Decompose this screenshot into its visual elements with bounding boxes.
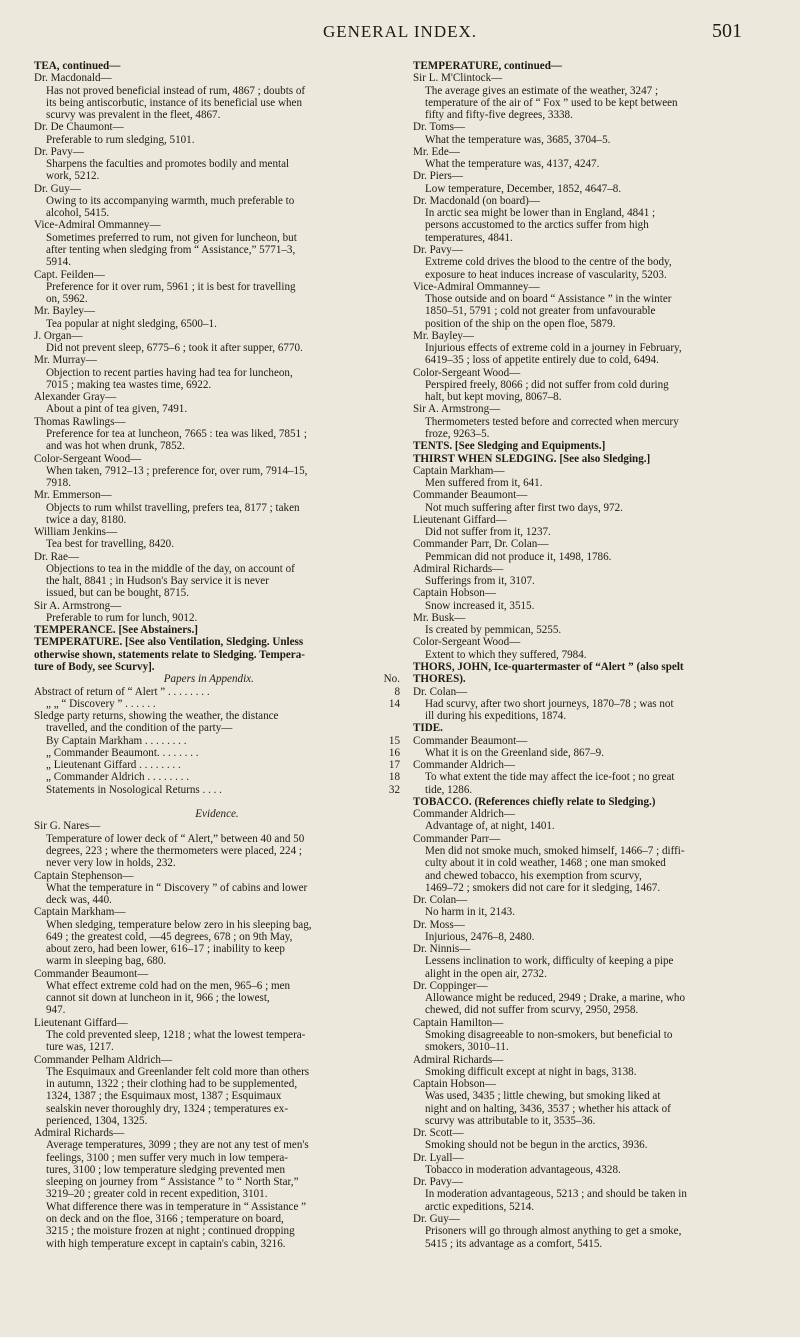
index-entry-text: 5914. bbox=[46, 256, 71, 269]
witness-name: Mr. Busk— bbox=[413, 611, 466, 624]
appendix-entry-number: 16 bbox=[388, 746, 400, 759]
index-entry-text: Preference for tea at luncheon, 7665 : tea was liked, 7851 ; bbox=[46, 427, 307, 440]
index-entry-text: What the temperature in “ Discovery ” of cabins and lower bbox=[46, 881, 308, 894]
index-entry-text: and chewed tobacco, his exemption from scurvy, bbox=[425, 869, 642, 882]
witness-name: Sir L. M'Clintock— bbox=[413, 72, 503, 85]
index-entry-text: on, 5962. bbox=[46, 293, 88, 306]
index-entry-text: with high temperature except in captain's cabin, 3216. bbox=[46, 1237, 286, 1250]
index-entry-text: The Esquimaux and Greenlander felt cold more than others bbox=[46, 1065, 310, 1078]
index-entry-text: culty about it in cold weather, 1468 ; one man smoked bbox=[425, 857, 666, 870]
witness-name: J. Organ— bbox=[34, 329, 83, 342]
running-head bbox=[0, 20, 800, 50]
index-entry-text: About a pint of tea given, 7491. bbox=[46, 403, 188, 416]
index-entry-text: halt, but kept moving, 8067–8. bbox=[425, 391, 562, 404]
index-entry-text: Did not prevent sleep, 6775–6 ; took it after supper, 6770. bbox=[46, 342, 303, 355]
witness-name: William Jenkins— bbox=[34, 526, 118, 539]
index-entry-text: Snow increased it, 3515. bbox=[425, 599, 535, 612]
appendix-entry-number: 17 bbox=[388, 759, 400, 772]
appendix-number-heading: No. bbox=[383, 673, 400, 686]
appendix-entry-number: 32 bbox=[388, 783, 400, 796]
index-entry-text: 649 ; the greatest cold, —45 degrees, 678 ; on 9th May, bbox=[46, 930, 293, 943]
index-entry-text: travelled, and the condition of the party— bbox=[46, 722, 233, 735]
witness-name: Admiral Richards— bbox=[413, 1053, 504, 1066]
witness-name: Dr. Guy— bbox=[413, 1212, 460, 1225]
index-entry-text: alight in the open air, 2732. bbox=[425, 967, 547, 980]
index-entry-text: froze, 9263–5. bbox=[425, 427, 490, 440]
evidence-heading: Evidence. bbox=[195, 808, 239, 821]
index-entry-text: In moderation advantageous, 5213 ; and should be taken in bbox=[425, 1188, 687, 1201]
appendix-heading-label: Papers in Appendix. bbox=[163, 673, 254, 686]
index-entry-text: 7015 ; making tea wastes time, 6922. bbox=[46, 378, 212, 391]
index-entry-text: Tea best for travelling, 8420. bbox=[46, 538, 174, 551]
index-entry-text: alcohol, 5415. bbox=[46, 207, 110, 220]
index-entry-text: Men suffered from it, 641. bbox=[425, 477, 543, 490]
appendix-entry bbox=[34, 686, 400, 698]
witness-name: Capt. Feilden— bbox=[34, 268, 105, 281]
index-heading: TOBACCO. (References chiefly relate to Sledging.) bbox=[413, 795, 656, 808]
index-entry-text: To what extent the tide may affect the ice-foot ; no great bbox=[425, 771, 675, 784]
index-entry-text: The cold prevented sleep, 1218 ; what the lowest tempera- bbox=[46, 1028, 306, 1041]
witness-name: Dr. Lyall— bbox=[413, 1151, 464, 1164]
appendix-entry bbox=[34, 735, 400, 747]
index-entry-text: Had scurvy, after two short journeys, 1870–78 ; was not bbox=[425, 697, 674, 710]
index-entry-text: Low temperature, December, 1852, 4647–8. bbox=[425, 182, 622, 195]
index-entry-text: on deck and on the floe, 3166 ; temperature on board, bbox=[46, 1212, 284, 1225]
witness-name bbox=[34, 796, 400, 808]
witness-name: Captain Markham— bbox=[34, 906, 126, 919]
index-entry-text: Men did not smoke much, smoked himself, 1466–7 ; diffi- bbox=[425, 845, 685, 857]
appendix-entry-label: „ „ “ Discovery ” . . . . . . bbox=[46, 697, 156, 710]
witness-name: Mr. Murray— bbox=[34, 354, 97, 367]
appendix-entry bbox=[34, 747, 400, 759]
index-entry-text: Sharpens the faculties and promotes bodily and mental bbox=[46, 158, 290, 171]
index-entry-text: 947. bbox=[46, 1004, 66, 1017]
witness-name: Sir A. Armstrong— bbox=[34, 599, 122, 612]
witness-name: Dr. Macdonald (on board)— bbox=[413, 194, 540, 207]
appendix-entry-label: „ Commander Beaumont. . . . . . . . bbox=[46, 746, 199, 759]
index-heading: TIDE. bbox=[413, 722, 443, 735]
index-heading: TENTS. [See Sledging and Equipments.] bbox=[413, 440, 606, 453]
witness-name: Dr. Rae— bbox=[34, 550, 79, 563]
witness-name: Color-Sergeant Wood— bbox=[413, 636, 521, 649]
index-entry-text: When taken, 7912–13 ; preference for, over rum, 7914–15, bbox=[46, 464, 308, 477]
witness-name: Dr. Pavy— bbox=[34, 145, 84, 158]
index-entry-text: 7918. bbox=[46, 477, 71, 490]
index-entry-text: Has not proved beneficial instead of rum, 4867 ; doubts of bbox=[46, 84, 306, 97]
witness-name: Dr. Pavy— bbox=[413, 1176, 463, 1189]
index-entry-text: Perspired freely, 8066 ; did not suffer from cold during bbox=[425, 378, 669, 391]
witness-name: Dr. Macdonald— bbox=[34, 72, 112, 85]
index-entry-text: Smoking difficult except at night in bags, 3138. bbox=[425, 1065, 637, 1078]
witness-name: Dr. Toms— bbox=[413, 121, 466, 134]
witness-name: Dr. Piers— bbox=[413, 170, 463, 183]
index-entry-text: Injurious effects of extreme cold in a journey in February, bbox=[425, 342, 682, 355]
index-entry-text: persons accustomed to the arctics suffer from high bbox=[425, 219, 649, 232]
appendix-entry-label: By Captain Markham . . . . . . . . bbox=[46, 734, 187, 747]
index-entry-text: Sufferings from it, 3107. bbox=[425, 575, 535, 588]
index-entry-text: Allowance might be reduced, 2949 ; Drake, a marine, who bbox=[425, 992, 685, 1005]
left-column bbox=[34, 60, 400, 1250]
witness-name: Dr. Pavy— bbox=[413, 243, 463, 256]
index-entry-text: Sometimes preferred to rum, not given for luncheon, but bbox=[46, 231, 297, 244]
witness-name: Sir G. Nares— bbox=[34, 820, 101, 833]
index-entry-text: Those outside and on board “ Assistance ” in the winter bbox=[425, 293, 672, 306]
witness-name: Mr. Ede— bbox=[413, 145, 460, 158]
witness-name: Vice-Admiral Ommanney— bbox=[34, 219, 161, 232]
witness-name: Captain Hamilton— bbox=[413, 1016, 504, 1029]
index-entry-text: Objects to rum whilst travelling, prefers tea, 8177 ; taken bbox=[46, 501, 300, 514]
index-heading: THIRST WHEN SLEDGING. [See also Sledging.] bbox=[413, 452, 651, 465]
index-heading: ture of Body, see Scurvy]. bbox=[34, 661, 155, 674]
index-entry-text: Objections to tea in the middle of the day, on account of bbox=[46, 562, 295, 575]
index-entry-text: The average gives an estimate of the weather, 3247 ; bbox=[425, 84, 659, 97]
witness-name: Commander Beaumont— bbox=[34, 967, 149, 980]
index-entry-text: 6419–35 ; loss of appetite entirely due to cold, 6494. bbox=[425, 354, 659, 367]
witness-name: Captain Hobson— bbox=[413, 1078, 496, 1091]
index-entry-text: chewed, did not suffer from scurvy, 2950, 2958. bbox=[425, 1004, 639, 1017]
index-entry-text: Tobacco in moderation advantageous, 4328. bbox=[425, 1163, 621, 1176]
index-entry-text: Prisoners will go through almost anything to get a smoke, bbox=[425, 1225, 682, 1238]
index-entry-text: arctic expeditions, 5214. bbox=[425, 1200, 535, 1213]
index-entry-text: the halt, 8841 ; in Hudson's Bay service it is never bbox=[46, 575, 269, 588]
appendix-entry-number: 18 bbox=[388, 771, 400, 784]
index-entry-text: warm in sleeping bag, 680. bbox=[46, 955, 167, 968]
index-entry-text: cannot sit down at luncheon in it, 966 ; the lowest, bbox=[46, 992, 270, 1005]
witness-name: Captain Hobson— bbox=[413, 587, 496, 600]
witness-name: Mr. Bayley— bbox=[34, 305, 96, 318]
witness-name: Dr. Colan— bbox=[413, 685, 468, 698]
index-heading: TEMPERANCE. [See Abstainers.] bbox=[34, 624, 198, 637]
index-entry-text: 5415 ; its advantage as a comfort, 5415. bbox=[425, 1237, 603, 1250]
witness-name: Dr. Colan— bbox=[413, 894, 468, 907]
index-entry-text: fifty and fifty-five degrees, 3338. bbox=[425, 109, 573, 122]
appendix-entry-label: Statements in Nosological Returns . . . . bbox=[46, 783, 222, 796]
index-entry-text: night and on halting, 3436, 3537 ; whether his attack of bbox=[425, 1102, 671, 1115]
page-title: GENERAL INDEX. bbox=[322, 22, 478, 41]
index-entry-text: What the temperature was, 4137, 4247. bbox=[425, 158, 600, 171]
appendix-entry bbox=[34, 784, 400, 796]
index-entry-text: Average temperatures, 3099 ; they are not any test of men's bbox=[46, 1139, 309, 1152]
index-entry-text: Temperature of lower deck of “ Alert,” between 40 and 50 bbox=[46, 832, 305, 845]
index-entry-text: What the temperature was, 3685, 3704–5. bbox=[425, 133, 611, 146]
witness-name: Captain Stephenson— bbox=[34, 869, 134, 882]
index-entry-text: exposure to heat induces increase of vascularity, 5203. bbox=[425, 268, 667, 281]
index-entry-text: Pemmican did not produce it, 1498, 1786. bbox=[425, 550, 612, 563]
index-entry-text: never very low in holds, 232. bbox=[46, 857, 176, 870]
index-entry-text: Lessens inclination to work, difficulty of keeping a pipe bbox=[425, 955, 674, 968]
index-entry-text: scurvy was attributable to it, 3535–36. bbox=[425, 1114, 596, 1127]
appendix-entry-number: 8 bbox=[394, 685, 400, 698]
index-entry-text: Smoking disagreeable to non-smokers, but beneficial to bbox=[425, 1028, 673, 1041]
appendix-entry-label: „ Commander Aldrich . . . . . . . . bbox=[46, 771, 189, 784]
index-entry-text: and was hot when drunk, 7852. bbox=[46, 440, 185, 453]
appendix-entry-label: Abstract of return of “ Alert ” . . . . . . . . bbox=[34, 685, 210, 698]
witness-name: Lieutenant Giffard— bbox=[413, 513, 507, 526]
index-entry-text: What effect extreme cold had on the men, 965–6 ; men bbox=[46, 979, 291, 992]
index-entry-text: temperature of the air of “ Fox ” used to be kept between bbox=[425, 96, 678, 109]
index-entry-text: What it is on the Greenland side, 867–9. bbox=[425, 746, 605, 759]
index-entry-text: twice a day, 8180. bbox=[46, 513, 127, 526]
index-entry-text: When sledging, temperature below zero in his sleeping bag, bbox=[46, 918, 312, 931]
witness-name: Mr. Emmerson— bbox=[34, 489, 112, 502]
index-entry-text: degrees, 223 ; where the thermometers were placed, 224 ; bbox=[46, 845, 302, 857]
index-entry-text: its being antiscorbutic, instance of its beneficial use when bbox=[46, 96, 303, 109]
index-entry-text: sealskin never thoroughly dry, 1324 ; temperatures ex- bbox=[46, 1102, 289, 1115]
witness-name: Admiral Richards— bbox=[413, 562, 504, 575]
witness-name: Commander Beaumont— bbox=[413, 489, 528, 502]
index-entry-text: What difference there was in temperature in “ Assistance ” bbox=[46, 1200, 307, 1213]
witness-name: Dr. Coppinger— bbox=[413, 979, 488, 992]
witness-name: Mr. Bayley— bbox=[413, 329, 475, 342]
index-heading: THORS, JOHN, Ice-quartermaster of “Alert ” (also spelt bbox=[413, 661, 684, 674]
index-entry-text: tide, 1286. bbox=[425, 783, 473, 796]
witness-name: Dr. Moss— bbox=[413, 918, 465, 931]
witness-name: Commander Aldrich— bbox=[413, 808, 515, 821]
appendix-entry-label: „ Lieutenant Giffard . . . . . . . . bbox=[46, 759, 181, 772]
index-heading: TEA, continued— bbox=[34, 60, 121, 72]
index-entry-text: Thermometers tested before and corrected when mercury bbox=[425, 415, 679, 428]
index-entry-text: position of the ship on the open floe, 5879. bbox=[425, 317, 616, 330]
index-heading: TEMPERATURE, continued— bbox=[413, 60, 562, 72]
witness-name: Sir A. Armstrong— bbox=[413, 403, 501, 416]
index-entry-text: Not much suffering after first two days, 972. bbox=[425, 501, 623, 514]
witness-name: Commander Pelham Aldrich— bbox=[34, 1053, 173, 1066]
witness-name: Admiral Richards— bbox=[34, 1127, 125, 1140]
index-entry-text: Is created by pemmican, 5255. bbox=[425, 624, 562, 637]
index-entry-text: No harm in it, 2143. bbox=[425, 906, 515, 919]
witness-name: Sledge party returns, showing the weather, the distance bbox=[34, 710, 279, 723]
index-entry-text: Advantage of, at night, 1401. bbox=[425, 820, 555, 833]
index-entry-text: Smoking should not be begun in the arctics, 3936. bbox=[425, 1139, 648, 1152]
witness-name: Dr. Scott— bbox=[413, 1127, 464, 1140]
witness-name: Commander Beaumont— bbox=[413, 734, 528, 747]
index-entry-text: issued, but can be bought, 8715. bbox=[46, 587, 189, 600]
index-entry-text: perienced, 1304, 1325. bbox=[46, 1114, 148, 1127]
appendix-heading bbox=[34, 673, 400, 685]
witness-name: Thomas Rawlings— bbox=[34, 415, 126, 428]
index-entry-text: 3215 ; the moisture frozen at night ; continued dropping bbox=[46, 1225, 295, 1238]
witness-name: Captain Markham— bbox=[413, 464, 505, 477]
appendix-entry-number: 14 bbox=[388, 697, 400, 710]
witness-name: Commander Aldrich— bbox=[413, 759, 515, 772]
index-entry-text: sleeping on journey from “ Assistance ” to “ North Star,” bbox=[46, 1176, 299, 1189]
index-entry-text: 3219–20 ; greater cold in recent expedition, 3101. bbox=[46, 1188, 268, 1201]
index-entry-text: 1850–51, 5791 ; cold not greater from unfavourable bbox=[425, 305, 656, 318]
index-entry-text: smokers, 3010–11. bbox=[425, 1041, 509, 1054]
index-entry-text: tures, 3100 ; low temperature sledging prevented men bbox=[46, 1163, 286, 1176]
index-entry-text: Extreme cold drives the blood to the centre of the body, bbox=[425, 256, 672, 269]
index-entry-text: Extent to which they suffered, 7984. bbox=[425, 648, 587, 661]
index-entry-text: scurvy was prevalent in the fleet, 4867. bbox=[46, 109, 221, 122]
index-entry-text: Did not suffer from it, 1237. bbox=[425, 526, 551, 539]
right-column bbox=[413, 60, 783, 1250]
index-entry-text: Injurious, 2476–8, 2480. bbox=[425, 930, 535, 943]
witness-name: Commander Parr, Dr. Colan— bbox=[413, 538, 549, 551]
witness-name: Commander Parr— bbox=[413, 832, 501, 845]
page-number: 501 bbox=[712, 20, 742, 42]
witness-name: Dr. Ninnis— bbox=[413, 943, 471, 956]
index-entry-text: Tea popular at night sledging, 6500–1. bbox=[46, 317, 217, 330]
witness-name: Vice-Admiral Ommanney— bbox=[413, 280, 540, 293]
witness-name: Dr. De Chaumont— bbox=[34, 121, 124, 134]
index-entry-text: after tenting when sledging from “ Assistance,” 5771–3, bbox=[46, 243, 296, 256]
index-entry-text: about zero, had been lower, 616–17 ; inability to keep bbox=[46, 943, 285, 956]
index-entry-text: deck was, 440. bbox=[46, 894, 112, 907]
index-entry-text: Objection to recent parties having had tea for luncheon, bbox=[46, 366, 293, 379]
index-entry-text: ture was, 1217. bbox=[46, 1041, 114, 1054]
index-heading: otherwise shown, statements relate to Sledging. Tempera- bbox=[34, 648, 305, 661]
appendix-entry bbox=[34, 759, 400, 771]
witness-name: Color-Sergeant Wood— bbox=[34, 452, 142, 465]
index-entry-text: ill during his expeditions, 1874. bbox=[425, 710, 567, 723]
index-entry-text: Owing to its accompanying warmth, much preferable to bbox=[46, 194, 295, 207]
index-entry-text: 1324, 1387 ; the Esquimaux most, 1387 ; Esquimaux bbox=[46, 1090, 282, 1103]
index-entry-text: in autumn, 1322 ; their clothing had to be supplemented, bbox=[46, 1078, 298, 1091]
index-entry-text: In arctic sea might be lower than in England, 4841 ; bbox=[425, 207, 656, 220]
index-entry-text: feelings, 3100 ; men suffer very much in low tempera- bbox=[46, 1151, 288, 1164]
index-heading: TEMPERATURE. [See also Ventilation, Sledging. Unless bbox=[34, 636, 304, 649]
index-entry-text: Preferable to rum for lunch, 9012. bbox=[46, 611, 198, 624]
appendix-entry bbox=[34, 698, 400, 710]
appendix-entry bbox=[34, 771, 400, 783]
witness-name: Color-Sergeant Wood— bbox=[413, 366, 521, 379]
witness-name: Lieutenant Giffard— bbox=[34, 1016, 128, 1029]
index-entry-text: 1469–72 ; smokers did not care for it sledging, 1467. bbox=[425, 881, 661, 894]
witness-name: Alexander Gray— bbox=[34, 391, 117, 404]
appendix-entry-number: 15 bbox=[388, 734, 400, 747]
index-entry-text: work, 5212. bbox=[46, 170, 100, 183]
index-entry-text: Preference for it over rum, 5961 ; it is best for travelling bbox=[46, 280, 296, 293]
index-entry-text: temperatures, 4841. bbox=[425, 231, 513, 244]
index-entry-text: Preferable to rum sledging, 5101. bbox=[46, 133, 195, 146]
witness-name: Dr. Guy— bbox=[34, 182, 81, 195]
index-entry-text: Was used, 3435 ; little chewing, but smoking liked at bbox=[425, 1090, 661, 1103]
index-heading: THORES). bbox=[413, 673, 466, 686]
